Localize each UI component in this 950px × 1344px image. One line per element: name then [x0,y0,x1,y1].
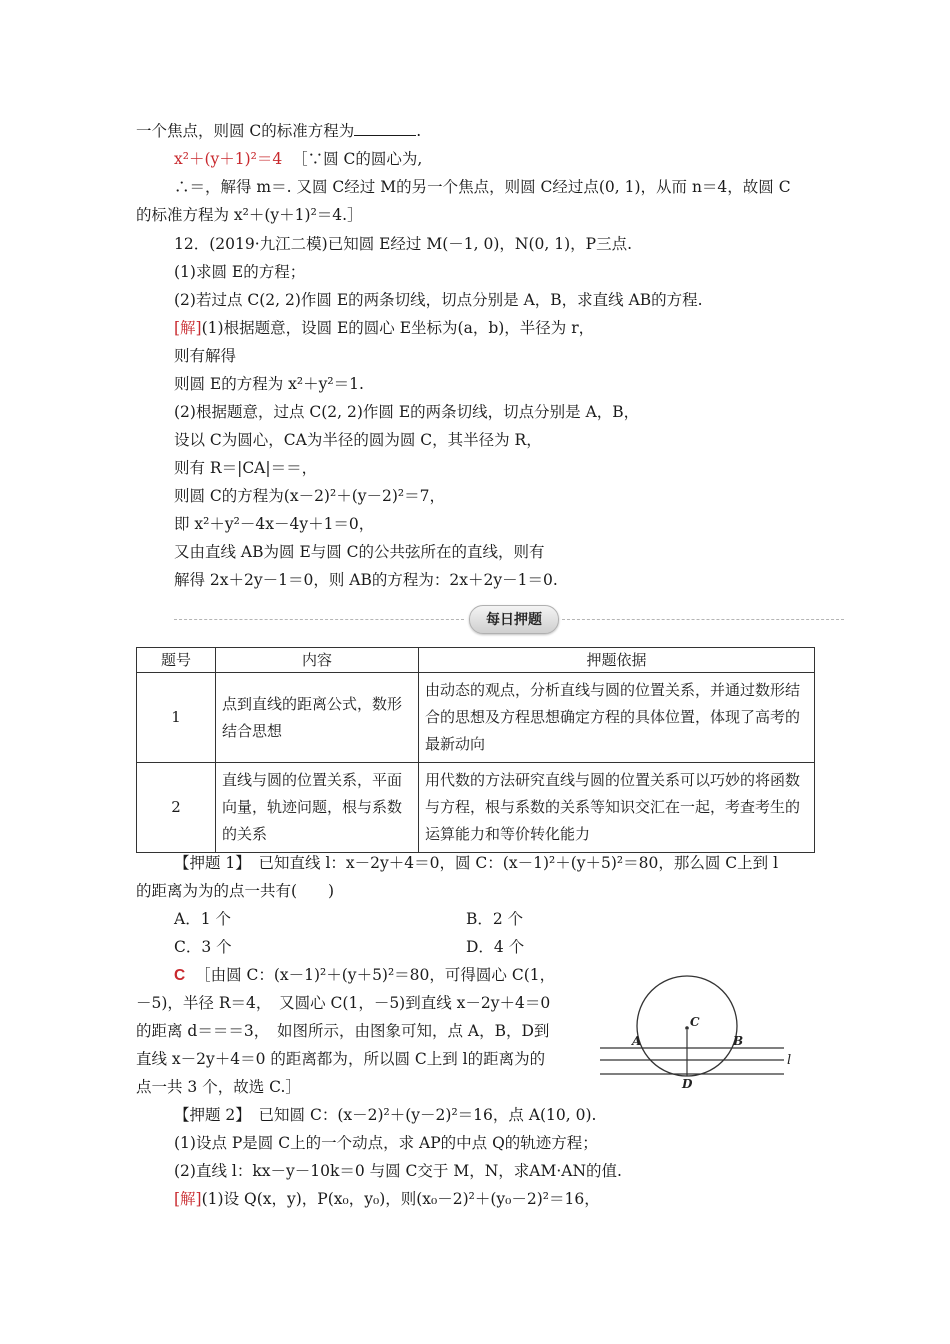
solution-line: (2)根据题意，过点 C(2, 2)作圆 E的两条切线，切点分别是 A，B， [174,403,640,421]
option-b: B．2 个 [466,910,524,928]
label-l: l [787,1053,792,1068]
section-divider-right [562,619,844,620]
option-c: C．3 个 [174,938,232,956]
solution-line [174,317,594,339]
option-a: A．1 个 [174,910,231,928]
solution-tag: [解] [174,319,202,337]
row-basis: 由动态的观点，分析直线与圆的位置关系，并通过数形结合的思想及方程思想确定方程的具体位置，体现了高考的最新动向 [419,673,815,763]
prediction-1-explanation [174,964,555,987]
label-b: B [733,1034,744,1048]
problem-11-text: 一个焦点，则圆 C的标准方程为 [136,122,355,140]
label-d: D [682,1077,693,1090]
answer-blank [354,121,416,136]
section-divider-left [174,619,464,620]
header-content: 内容 [216,648,419,673]
header-basis: 押题依据 [419,648,815,673]
prediction-1-stem: 【押题 1】 已知直线 l：x－2y＋4＝0，圆 C：(x－1)²＋(y＋5)²＝80，那么圆 C上到 l [174,854,779,872]
solution-text: (1)根据题意，设圆 E的圆心 E坐标为(a，b)，半径为 r， [201,319,595,337]
explanation-text: ［∵圆 C的圆心为, [292,150,423,168]
solution-tag: [解] [174,1190,202,1208]
row-number: 2 [137,763,216,853]
answer-text: x²＋(y＋1)²＝4 [174,150,283,168]
explanation-line: 的距离 d＝＝＝3， 如图所示，由图象可知，点 A，B，D到 [136,1022,550,1040]
explanation-line: 直线 x－2y＋4＝0 的距离都为，所以圆 C上到 l的距离为的 [136,1050,546,1068]
option-d: D．4 个 [466,938,525,956]
answer-letter: C [174,967,186,984]
explanation-line: 的标准方程为 x²＋(y＋1)²＝4.］ [136,206,363,224]
problem-11-answer [174,148,422,170]
explanation-line: ∴＝，解得 m＝. 又圆 C经过 M的另一个焦点，则圆 C经过点(0, 1)，从而 n＝4，故圆 C [174,178,791,196]
period: . [416,122,422,140]
row-content: 点到直线的距离公式，数形结合思想 [216,673,419,763]
table-row [137,763,815,853]
header-number: 题号 [137,648,216,673]
prediction-2-part-2: (2)直线 l：kx－y－10k＝0 与圆 C交于 M，N，求AM·AN的值. [174,1162,622,1180]
solution-line: 又由直线 AB为圆 E与圆 C的公共弦所在的直线，则有 [174,543,545,561]
table-header-row [137,648,815,673]
solution-text: (1)设 Q(x，y)，P(x₀，y₀)，则(x₀－2)²＋(y₀－2)²＝16， [201,1190,600,1208]
table-row [137,673,815,763]
problem-12-stem: 12．(2019·九江二模)已知圆 E经过 M(－1, 0)，N(0, 1)，P三点. [174,235,632,253]
prediction-2-stem: 【押题 2】 已知圆 C：(x－2)²＋(y－2)²＝16，点 A(10, 0). [174,1106,597,1124]
problem-12-part-1: (1)求圆 E的方程； [174,263,306,281]
solution-line: 设以 C为圆心，CA为半径的圆为圆 C，其半径为 R， [174,431,542,449]
solution-line: 解得 2x＋2y－1＝0，则 AB的方程为：2x＋2y－1＝0. [174,571,558,589]
solution-line: 则有解得 [174,347,237,365]
center-point [685,1026,689,1030]
prediction-1-stem-cont: 的距离为为的点一共有( ) [136,882,335,900]
solution-line: 即 x²＋y²－4x－4y＋1＝0， [174,515,375,533]
solution-line: 则有 R＝|CA|＝＝， [174,459,318,477]
label-a: A [632,1034,642,1048]
prediction-2-part-1: (1)设点 P是圆 C上的一个动点，求 AP的中点 Q的轨迹方程； [174,1134,598,1152]
circle-line-figure [592,950,802,1090]
explanation-line: －5)，半径 R＝4， 又圆心 C(1，－5)到直线 x－2y＋4＝0 [136,994,551,1012]
solution-line: 则圆 E的方程为 x²＋y²＝1. [174,375,364,393]
explanation-text: ［由圆 C：(x－1)²＋(y＋5)²＝80，可得圆心 C(1， [195,966,556,984]
row-number: 1 [137,673,216,763]
problem-12-part-2: (2)若过点 C(2, 2)作圆 E的两条切线，切点分别是 A，B，求直线 AB的方程. [174,291,703,309]
problem-11-stem-end [136,120,421,142]
row-content: 直线与圆的位置关系，平面向量，轨迹问题，根与系数的关系 [216,763,419,853]
solution-line [174,1188,600,1210]
row-basis: 用代数的方法研究直线与圆的位置关系可以巧妙的将函数与方程，根与系数的关系等知识交汇在一起，考查考生的运算能力和等价转化能力 [419,763,815,853]
label-c: C [690,1015,700,1029]
explanation-line: 点一共 3 个，故选 C.］ [136,1078,301,1096]
daily-prediction-badge: 每日押题 [469,605,559,634]
solution-line: 则圆 C的方程为(x－2)²＋(y－2)²＝7， [174,487,445,505]
prediction-table [136,647,815,853]
